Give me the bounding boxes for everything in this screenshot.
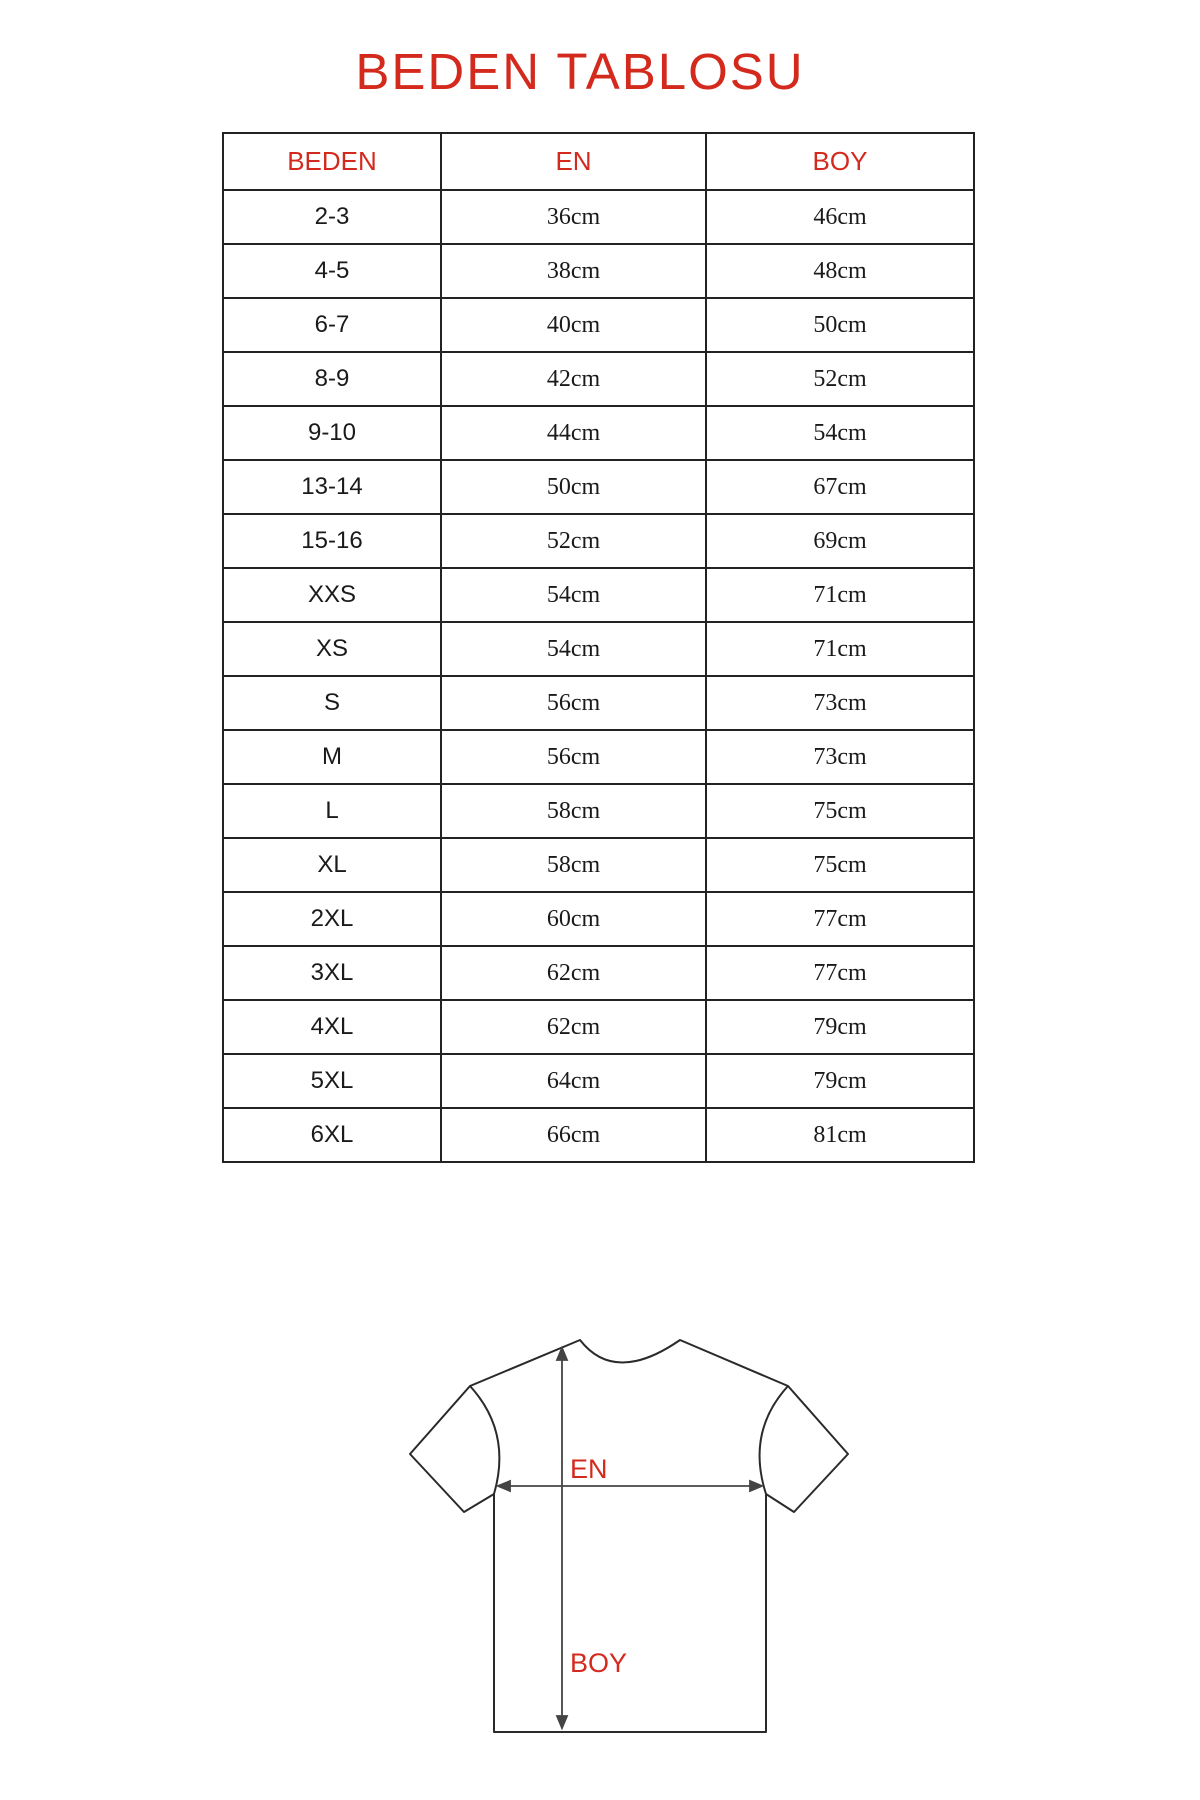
cell-length: 73cm: [706, 730, 974, 784]
cell-size: 5XL: [223, 1054, 441, 1108]
right-sleeve-seam: [760, 1386, 788, 1494]
cell-length: 77cm: [706, 946, 974, 1000]
cell-size: 13-14: [223, 460, 441, 514]
cell-size: XL: [223, 838, 441, 892]
cell-length: 75cm: [706, 838, 974, 892]
cell-size: 2XL: [223, 892, 441, 946]
table-header-row: [223, 133, 974, 190]
cell-width: 54cm: [441, 622, 706, 676]
table-row: [223, 1108, 974, 1162]
tshirt-outline: [410, 1340, 848, 1732]
cell-width: 66cm: [441, 1108, 706, 1162]
cell-width: 62cm: [441, 946, 706, 1000]
table-row: [223, 190, 974, 244]
table-row: [223, 460, 974, 514]
cell-size: S: [223, 676, 441, 730]
table-row: [223, 352, 974, 406]
cell-width: 58cm: [441, 838, 706, 892]
length-measure-arrow: [557, 1348, 567, 1728]
cell-width: 44cm: [441, 406, 706, 460]
size-chart-table: [222, 132, 975, 1163]
cell-size: 6XL: [223, 1108, 441, 1162]
cell-width: 52cm: [441, 514, 706, 568]
cell-length: 69cm: [706, 514, 974, 568]
cell-size: XS: [223, 622, 441, 676]
cell-size: 4XL: [223, 1000, 441, 1054]
cell-length: 81cm: [706, 1108, 974, 1162]
cell-width: 42cm: [441, 352, 706, 406]
table-row: [223, 244, 974, 298]
width-measure-arrow: [498, 1481, 762, 1491]
cell-length: 54cm: [706, 406, 974, 460]
header-size: BEDEN: [223, 133, 441, 190]
cell-length: 79cm: [706, 1054, 974, 1108]
cell-length: 52cm: [706, 352, 974, 406]
cell-length: 71cm: [706, 568, 974, 622]
table-row: [223, 676, 974, 730]
tshirt-icon: [400, 1320, 860, 1760]
table-row: [223, 514, 974, 568]
cell-width: 60cm: [441, 892, 706, 946]
cell-size: M: [223, 730, 441, 784]
table-row: [223, 838, 974, 892]
cell-size: L: [223, 784, 441, 838]
table-row: [223, 406, 974, 460]
cell-width: 50cm: [441, 460, 706, 514]
cell-size: 3XL: [223, 946, 441, 1000]
cell-width: 58cm: [441, 784, 706, 838]
cell-length: 77cm: [706, 892, 974, 946]
cell-width: 54cm: [441, 568, 706, 622]
header-width: EN: [441, 133, 706, 190]
table-body: [223, 190, 974, 1162]
page-title: BEDEN TABLOSU: [355, 43, 805, 100]
cell-length: 46cm: [706, 190, 974, 244]
table-row: [223, 298, 974, 352]
length-label: BOY: [570, 1648, 628, 1678]
table-row: [223, 946, 974, 1000]
table-row: [223, 784, 974, 838]
cell-length: 50cm: [706, 298, 974, 352]
cell-width: 40cm: [441, 298, 706, 352]
cell-size: 15-16: [223, 514, 441, 568]
cell-width: 64cm: [441, 1054, 706, 1108]
cell-width: 56cm: [441, 676, 706, 730]
cell-length: 79cm: [706, 1000, 974, 1054]
cell-width: 62cm: [441, 1000, 706, 1054]
cell-size: 8-9: [223, 352, 441, 406]
table-row: [223, 568, 974, 622]
cell-width: 36cm: [441, 190, 706, 244]
cell-length: 71cm: [706, 622, 974, 676]
width-label: EN: [570, 1454, 608, 1484]
cell-size: 4-5: [223, 244, 441, 298]
cell-size: XXS: [223, 568, 441, 622]
left-sleeve-seam: [470, 1386, 499, 1494]
cell-width: 38cm: [441, 244, 706, 298]
cell-size: 6-7: [223, 298, 441, 352]
table-row: [223, 622, 974, 676]
cell-size: 2-3: [223, 190, 441, 244]
table-row: [223, 730, 974, 784]
cell-size: 9-10: [223, 406, 441, 460]
cell-width: 56cm: [441, 730, 706, 784]
table-row: [223, 892, 974, 946]
cell-length: 48cm: [706, 244, 974, 298]
table-row: [223, 1000, 974, 1054]
cell-length: 75cm: [706, 784, 974, 838]
cell-length: 73cm: [706, 676, 974, 730]
cell-length: 67cm: [706, 460, 974, 514]
header-length: BOY: [706, 133, 974, 190]
table-row: [223, 1054, 974, 1108]
